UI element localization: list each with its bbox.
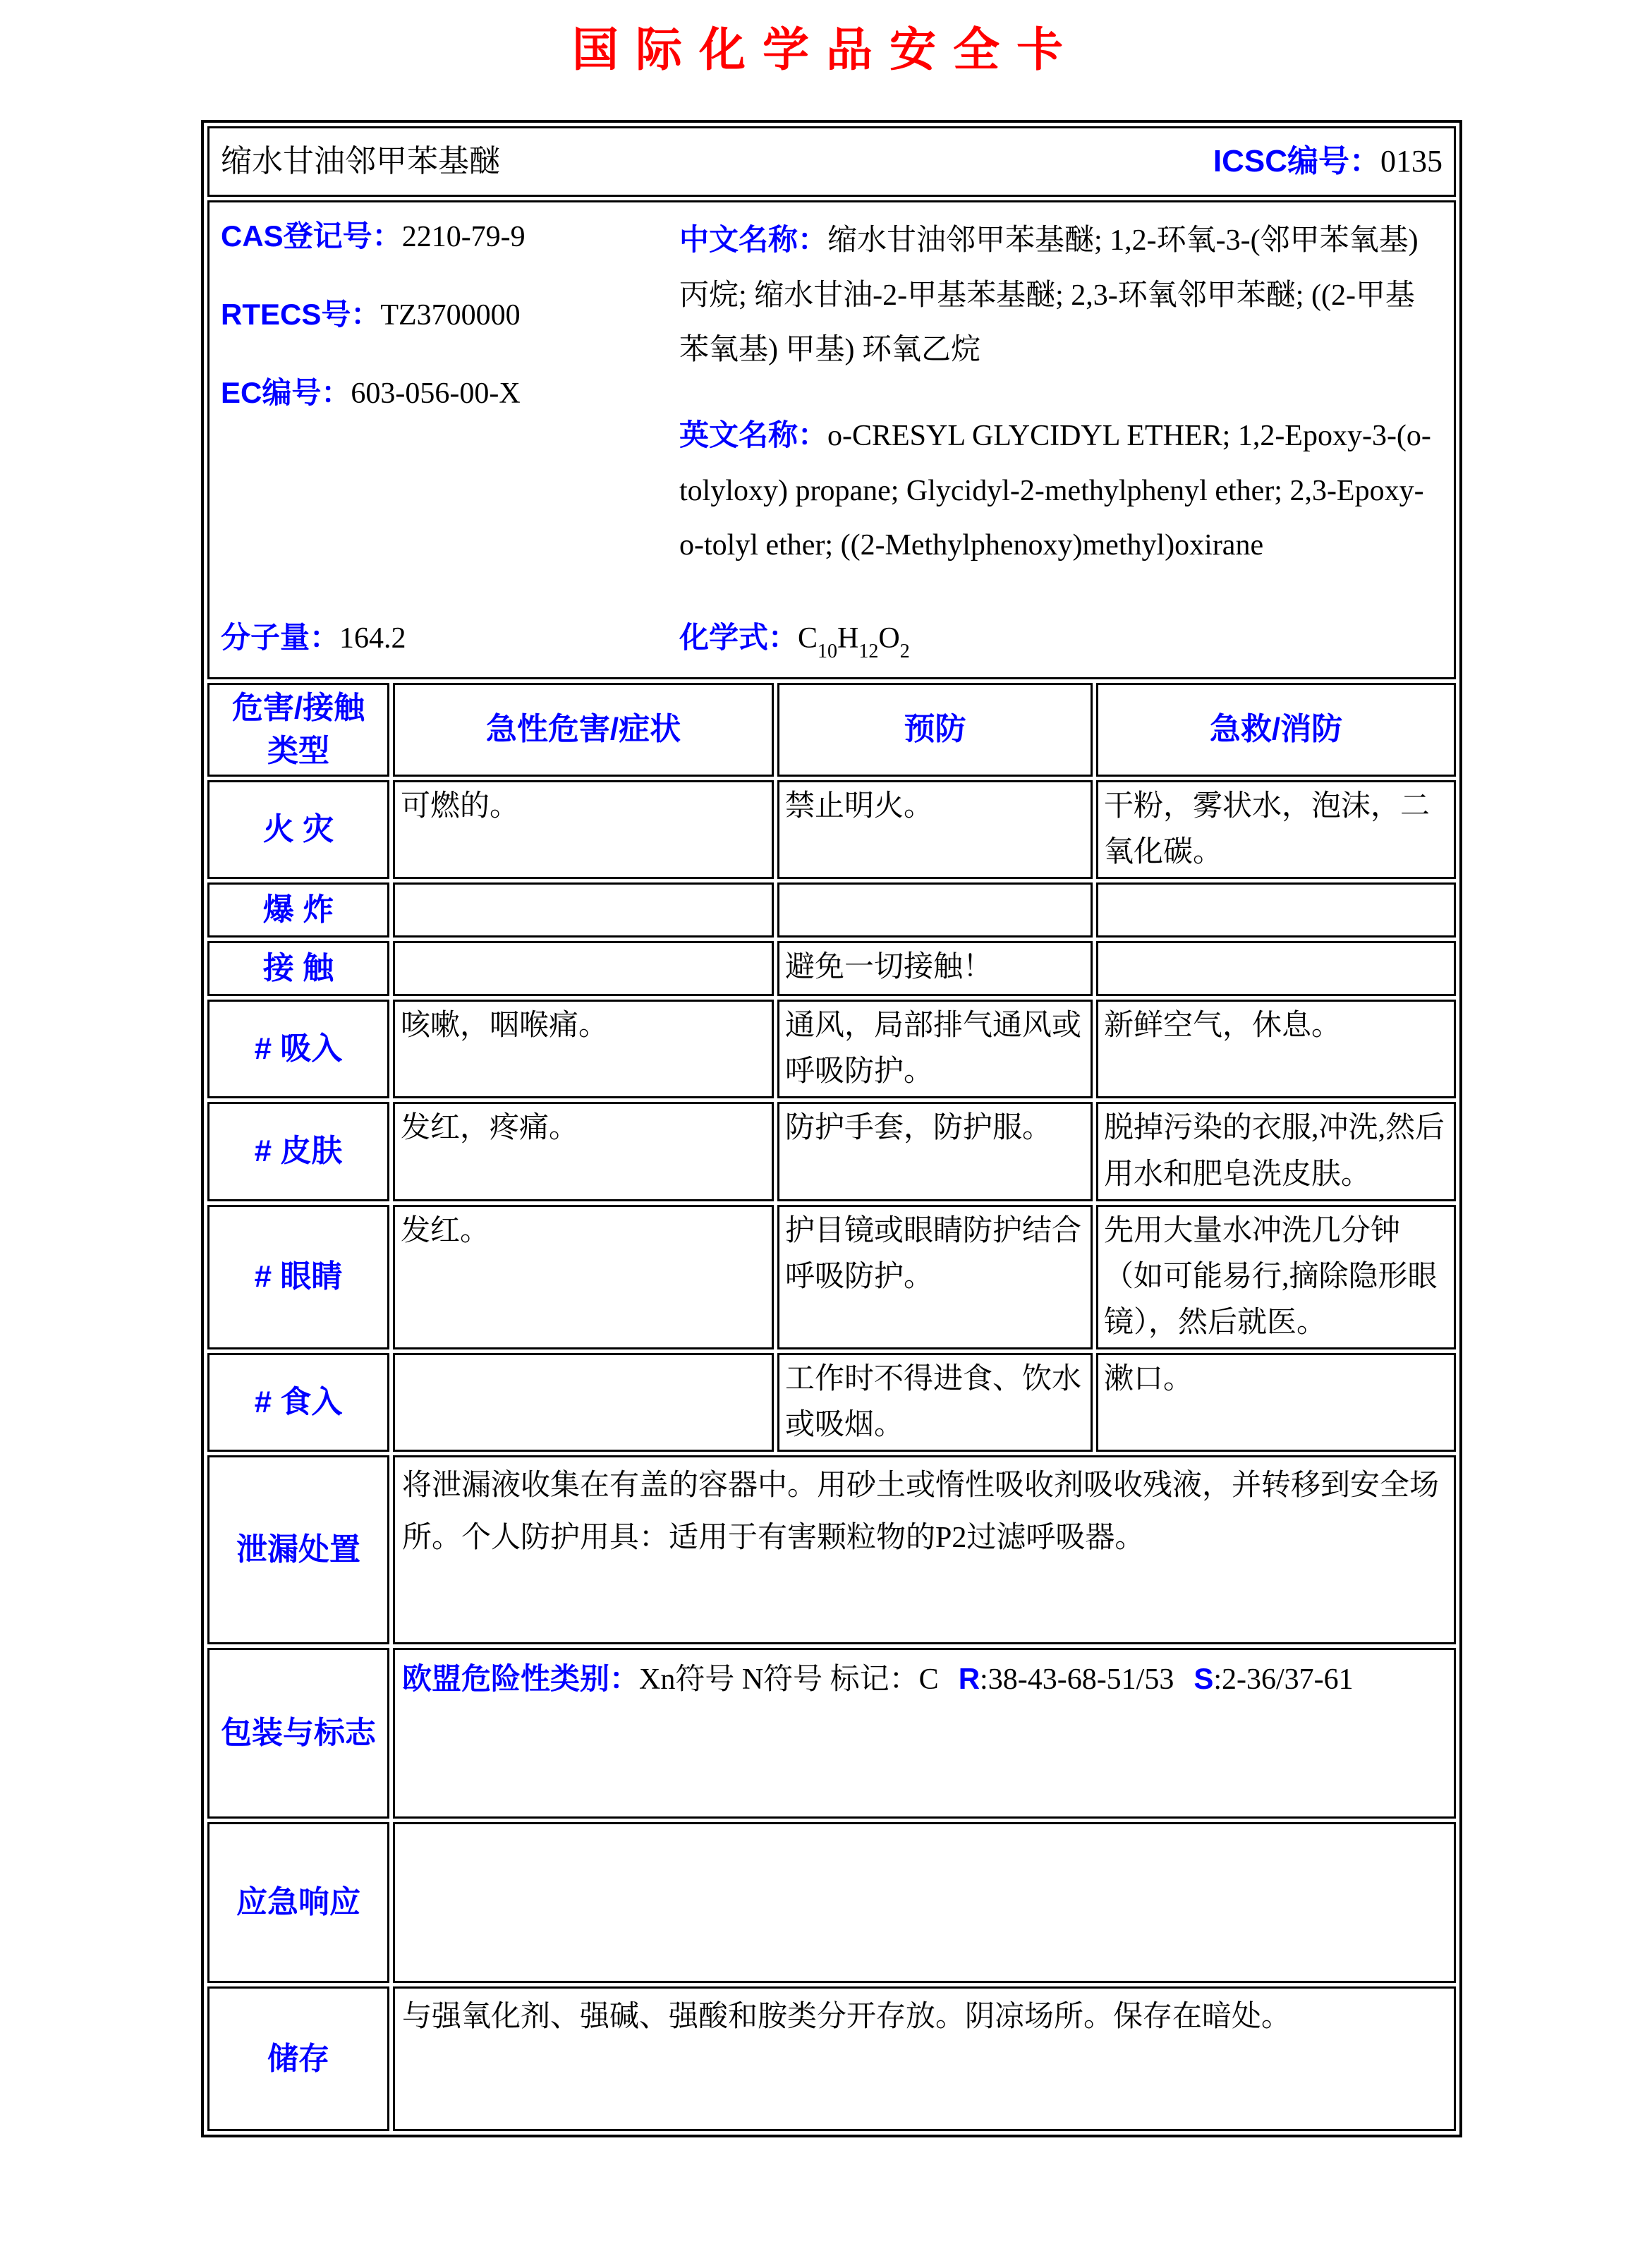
ec-value: 603-056-00-X xyxy=(351,377,521,411)
skin-prevention-cell: 防护手套，防护服。 xyxy=(777,1102,1093,1201)
chemical-formula-line xyxy=(679,614,910,667)
cas-value: 2210-79-9 xyxy=(401,221,526,253)
spill-section-label: 泄漏处置 xyxy=(207,1455,389,1644)
molecular-weight-value: 164.2 xyxy=(339,622,406,655)
explosion-firstaid-cell xyxy=(1096,882,1456,938)
inhalation-prevention-cell: 通风，局部排气通风或呼吸防护。 xyxy=(777,1000,1093,1098)
formula-subscript-1: 10 xyxy=(818,641,838,663)
rtecs-number-line xyxy=(221,291,679,339)
eu-class-symbols: Xn符号 N符号 标记：C xyxy=(639,1663,939,1697)
identity-cell xyxy=(207,200,1456,679)
r-phrase-label: R xyxy=(958,1662,980,1696)
formula-element-3: O xyxy=(878,622,900,655)
eyes-prevention-cell: 护目镜或眼睛防护结合呼吸防护。 xyxy=(777,1205,1093,1349)
packaging-section-content xyxy=(393,1648,1456,1819)
icsc-label: ICSC编号： xyxy=(1213,143,1380,178)
contact-firstaid-cell xyxy=(1096,941,1456,996)
symptoms-header: 急性危害/症状 xyxy=(393,683,774,777)
explosion-symptoms-cell xyxy=(393,882,774,938)
firstaid-header: 急救/消防 xyxy=(1096,683,1456,777)
page-title: 国际化学品安全卡 xyxy=(572,23,1080,75)
packaging-section-label: 包装与标志 xyxy=(207,1648,389,1819)
icsc-number: 0135 xyxy=(1380,143,1443,178)
section-row-emergency xyxy=(207,1822,1456,1983)
hazard-row-skin xyxy=(207,1102,1456,1201)
emergency-section-content xyxy=(393,1822,1456,1983)
inhalation-row-label: # 吸入 xyxy=(207,1000,389,1098)
ingestion-firstaid-cell: 漱口。 xyxy=(1096,1353,1456,1452)
rtecs-label: RTECS号： xyxy=(221,298,381,332)
ingestion-prevention-cell: 工作时不得进食、饮水或吸烟。 xyxy=(777,1353,1093,1452)
chinese-name-value: 缩水甘油邻甲苯基醚; 1,2-环氧-3-(邻甲苯氧基)丙烷; 缩水甘油-2-甲基苯基醚; 2,3-环氧邻甲苯醚; ((2-甲基苯氧基) 甲基) 环氧乙烷 xyxy=(679,224,1419,367)
inhalation-firstaid-cell: 新鲜空气，休息。 xyxy=(1096,1000,1456,1098)
s-phrase-value: :2-36/37-61 xyxy=(1213,1663,1354,1697)
explosion-row-label: 爆 炸 xyxy=(207,882,389,938)
skin-firstaid-cell: 脱掉污染的衣服,冲洗,然后用水和肥皂洗皮肤。 xyxy=(1096,1102,1456,1201)
hazard-row-inhalation xyxy=(207,1000,1456,1098)
spill-section-content: 将泄漏液收集在有盖的容器中。用砂土或惰性吸收剂吸收残液，并转移到安全场所。个人防护用具：适用于有害颗粒物的P2过滤呼吸器。 xyxy=(393,1455,1456,1644)
storage-section-content: 与强氧化剂、强碱、强酸和胺类分开存放。阴凉场所。保存在暗处。 xyxy=(393,1986,1456,2131)
fire-prevention-cell: 禁止明火。 xyxy=(777,780,1093,879)
section-row-packaging xyxy=(207,1648,1456,1819)
eyes-row-label: # 眼睛 xyxy=(207,1205,389,1349)
ec-number-line xyxy=(221,369,679,418)
contact-row-label: 接 触 xyxy=(207,941,389,996)
hazard-type-header xyxy=(207,683,389,777)
formula-subscript-2: 12 xyxy=(858,641,879,663)
substance-name: 缩水甘油邻甲苯基醚 xyxy=(221,143,500,178)
chinese-name-label: 中文名称： xyxy=(679,223,828,256)
hazard-row-fire xyxy=(207,780,1456,879)
inhalation-symptoms-cell: 咳嗽，咽喉痛。 xyxy=(393,1000,774,1098)
english-name-value: o-CRESYL GLYCIDYL ETHER; 1,2-Epoxy-3-(o-tolyloxy) propane; Glycidyl-2-methylphenyl ether; 2,3-Epoxy-o-tolyl ether; ((2-Methylphenoxy)methyl)oxirane xyxy=(679,420,1431,562)
emergency-section-label: 应急响应 xyxy=(207,1822,389,1983)
contact-prevention-cell: 避免一切接触！ xyxy=(777,941,1093,996)
registry-numbers-block xyxy=(221,212,679,574)
section-row-storage xyxy=(207,1986,1456,2131)
ec-label: EC编号： xyxy=(221,376,351,410)
chinese-name-paragraph xyxy=(679,212,1443,378)
eyes-symptoms-cell: 发红。 xyxy=(393,1205,774,1349)
hazard-row-ingestion xyxy=(207,1353,1456,1452)
hazard-row-explosion xyxy=(207,882,1456,938)
molecular-weight-label: 分子量： xyxy=(221,621,340,655)
icsc-document xyxy=(0,24,1652,2137)
formula-subscript-3: 2 xyxy=(899,641,910,663)
rtecs-value: TZ3700000 xyxy=(380,299,521,332)
fire-row-label: 火 灾 xyxy=(207,780,389,879)
card-header-row xyxy=(207,126,1456,197)
cas-number-line xyxy=(221,212,679,261)
hazard-type-header-line1: 危害/接触 xyxy=(231,690,365,725)
formula-element-2: H xyxy=(837,622,859,655)
explosion-prevention-cell xyxy=(777,882,1093,938)
hazard-header-row xyxy=(207,683,1456,777)
hazard-row-contact xyxy=(207,941,1456,996)
eyes-firstaid-cell: 先用大量水冲洗几分钟（如可能易行,摘除隐形眼镜），然后就医。 xyxy=(1096,1205,1456,1349)
icsc-number-block xyxy=(1213,138,1443,186)
identity-row xyxy=(207,200,1456,679)
fire-symptoms-cell: 可燃的。 xyxy=(393,780,774,879)
ingestion-symptoms-cell xyxy=(393,1353,774,1452)
cas-label: CAS登记号： xyxy=(221,219,402,253)
contact-symptoms-cell xyxy=(393,941,774,996)
fire-firstaid-cell: 干粉，雾状水，泡沫，二氧化碳。 xyxy=(1096,780,1456,879)
skin-symptoms-cell: 发红，疼痛。 xyxy=(393,1102,774,1201)
names-block xyxy=(679,212,1443,574)
ingestion-row-label: # 食入 xyxy=(207,1353,389,1452)
english-name-paragraph xyxy=(679,408,1443,574)
r-phrase-value: :38-43-68-51/53 xyxy=(980,1663,1174,1697)
prevention-header: 预防 xyxy=(777,683,1093,777)
hazard-row-eyes xyxy=(207,1205,1456,1349)
chemical-formula xyxy=(798,622,910,663)
storage-section-label: 储存 xyxy=(207,1986,389,2131)
eu-class-label: 欧盟危险性类别： xyxy=(402,1662,640,1696)
card-header-cell xyxy=(207,126,1456,197)
formula-label: 化学式： xyxy=(679,621,798,655)
skin-row-label: # 皮肤 xyxy=(207,1102,389,1201)
molecular-weight-line xyxy=(221,614,679,662)
hazard-type-header-line2: 类型 xyxy=(267,734,329,769)
english-name-label: 英文名称： xyxy=(679,418,828,452)
s-phrase-label: S xyxy=(1194,1662,1214,1696)
icsc-card-table xyxy=(201,120,1462,2137)
formula-element-1: C xyxy=(798,622,818,655)
section-row-spill xyxy=(207,1455,1456,1644)
